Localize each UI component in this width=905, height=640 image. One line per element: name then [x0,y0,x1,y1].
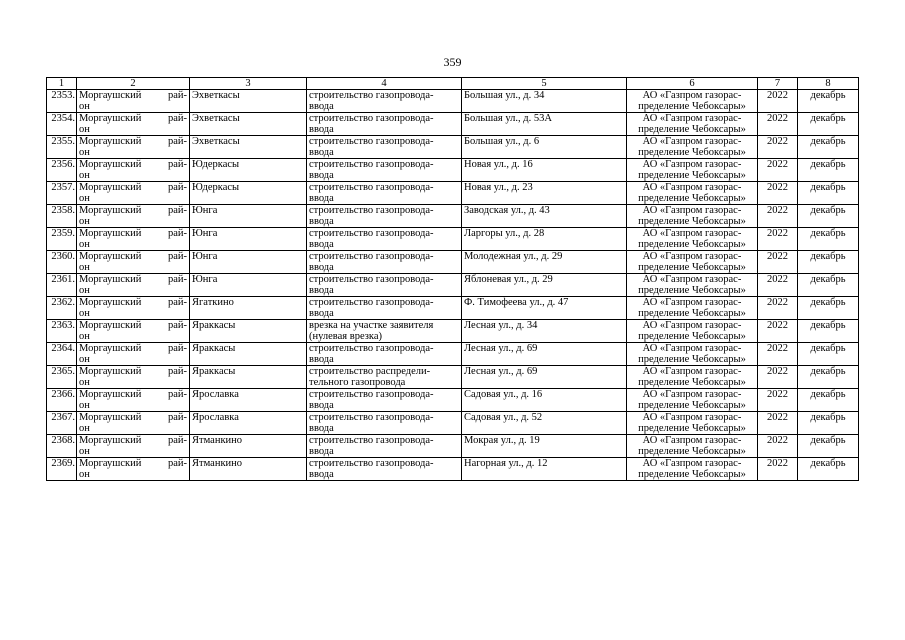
district-name: Моргаушский [79,366,142,377]
work-cell [307,320,462,343]
year-cell: 2022 [758,113,798,136]
organization-line-1: АО «Газпром газорас- [642,343,742,354]
work-line-1: строительство газопровода- [309,182,434,193]
locality-cell: Юнга [190,274,307,297]
month-cell: декабрь [798,274,859,297]
row-number: 2355. [47,136,77,159]
address-cell: Лесная ул., д. 34 [462,320,627,343]
month-cell: декабрь [798,251,859,274]
month-cell: декабрь [798,412,859,435]
address-cell: Заводская ул., д. 43 [462,205,627,228]
work-cell [307,136,462,159]
work-line-2: ввода [309,469,334,480]
organization-line-1: АО «Газпром газорас- [642,458,742,469]
district-cell [77,320,190,343]
locality-cell: Ягаткино [190,297,307,320]
organization-line-2: пределение Чебоксары» [638,446,746,457]
district-hyphen-part: рай- [167,435,187,446]
gasification-table [46,77,859,481]
organization-line-2: пределение Чебоксары» [638,124,746,135]
address-cell: Новая ул., д. 16 [462,159,627,182]
table-row [47,205,859,228]
district-cell [77,343,190,366]
organization-line-2: пределение Чебоксары» [638,469,746,480]
district-name: Моргаушский [79,136,142,147]
work-cell [307,228,462,251]
row-number: 2362. [47,297,77,320]
year-cell: 2022 [758,228,798,251]
organization-cell [627,366,758,389]
work-line-2: ввода [309,124,334,135]
locality-cell: Ярославка [190,412,307,435]
table-row [47,251,859,274]
row-number: 2358. [47,205,77,228]
table-row [47,136,859,159]
district-cell [77,274,190,297]
column-header: 5 [462,78,627,90]
month-cell: декабрь [798,389,859,412]
district-continuation: он [79,377,90,388]
organization-line-1: АО «Газпром газорас- [642,389,742,400]
district-hyphen-part: рай- [167,274,187,285]
district-hyphen-part: рай- [167,182,187,193]
work-line-2: тельного газопровода [309,377,406,388]
organization-line-2: пределение Чебоксары» [638,239,746,250]
organization-line-1: АО «Газпром газорас- [642,182,742,193]
organization-cell [627,320,758,343]
district-cell [77,159,190,182]
table-row [47,90,859,113]
column-header: 2 [77,78,190,90]
work-line-2: ввода [309,446,334,457]
district-hyphen-part: рай- [167,228,187,239]
district-name: Моргаушский [79,251,142,262]
table-row [47,343,859,366]
district-name: Моргаушский [79,343,142,354]
month-cell: декабрь [798,159,859,182]
work-line-1: строительство газопровода- [309,228,434,239]
organization-cell [627,159,758,182]
locality-cell: Юнга [190,228,307,251]
year-cell: 2022 [758,343,798,366]
district-cell [77,458,190,481]
organization-cell [627,182,758,205]
district-name: Моргаушский [79,228,142,239]
locality-cell: Эхветкасы [190,136,307,159]
work-cell [307,458,462,481]
district-name: Моргаушский [79,297,142,308]
work-cell [307,366,462,389]
organization-line-1: АО «Газпром газорас- [642,136,742,147]
district-hyphen-part: рай- [167,136,187,147]
row-number: 2354. [47,113,77,136]
district-continuation: он [79,101,90,112]
organization-cell [627,205,758,228]
organization-cell [627,228,758,251]
organization-line-2: пределение Чебоксары» [638,193,746,204]
district-hyphen-part: рай- [167,320,187,331]
district-cell [77,435,190,458]
work-cell [307,90,462,113]
district-continuation: он [79,400,90,411]
organization-cell [627,435,758,458]
locality-cell: Эхветкасы [190,90,307,113]
table-row [47,320,859,343]
work-cell [307,274,462,297]
work-cell [307,389,462,412]
row-number: 2364. [47,343,77,366]
work-cell [307,297,462,320]
locality-cell: Юнга [190,205,307,228]
table-row [47,366,859,389]
work-line-2: ввода [309,193,334,204]
work-line-1: строительство газопровода- [309,113,434,124]
district-cell [77,90,190,113]
column-header: 8 [798,78,859,90]
row-number: 2365. [47,366,77,389]
district-continuation: он [79,147,90,158]
address-cell: Лесная ул., д. 69 [462,366,627,389]
organization-line-2: пределение Чебоксары» [638,285,746,296]
month-cell: декабрь [798,343,859,366]
column-header-row [47,78,859,90]
address-cell: Большая ул., д. 53А [462,113,627,136]
district-hyphen-part: рай- [167,113,187,124]
district-cell [77,297,190,320]
district-cell [77,251,190,274]
row-number: 2367. [47,412,77,435]
year-cell: 2022 [758,366,798,389]
district-name: Моргаушский [79,320,142,331]
organization-line-2: пределение Чебоксары» [638,262,746,273]
work-line-1: строительство газопровода- [309,297,434,308]
organization-line-2: пределение Чебоксары» [638,216,746,227]
district-hyphen-part: рай- [167,458,187,469]
row-number: 2360. [47,251,77,274]
district-continuation: он [79,354,90,365]
year-cell: 2022 [758,251,798,274]
column-header: 4 [307,78,462,90]
organization-line-1: АО «Газпром газорас- [642,159,742,170]
district-continuation: он [79,423,90,434]
district-name: Моргаушский [79,435,142,446]
work-line-1: врезка на участке заявителя [309,320,434,331]
work-line-1: строительство газопровода- [309,274,434,285]
month-cell: декабрь [798,297,859,320]
district-name: Моргаушский [79,113,142,124]
organization-cell [627,113,758,136]
column-header: 1 [47,78,77,90]
work-line-2: ввода [309,308,334,319]
organization-cell [627,412,758,435]
district-continuation: он [79,262,90,273]
district-name: Моргаушский [79,90,142,101]
row-number: 2368. [47,435,77,458]
district-hyphen-part: рай- [167,90,187,101]
month-cell: декабрь [798,136,859,159]
row-number: 2366. [47,389,77,412]
address-cell: Нагорная ул., д. 12 [462,458,627,481]
organization-line-2: пределение Чебоксары» [638,377,746,388]
organization-cell [627,90,758,113]
work-line-1: строительство газопровода- [309,389,434,400]
work-line-1: строительство газопровода- [309,412,434,423]
organization-line-1: АО «Газпром газорас- [642,297,742,308]
locality-cell: Юдеркасы [190,182,307,205]
year-cell: 2022 [758,90,798,113]
district-continuation: он [79,469,90,480]
work-line-1: строительство газопровода- [309,90,434,101]
district-hyphen-part: рай- [167,251,187,262]
locality-cell: Эхветкасы [190,113,307,136]
organization-line-1: АО «Газпром газорас- [642,435,742,446]
work-line-2: ввода [309,354,334,365]
row-number: 2369. [47,458,77,481]
district-cell [77,412,190,435]
address-cell: Большая ул., д. 34 [462,90,627,113]
locality-cell: Яраккасы [190,320,307,343]
organization-cell [627,389,758,412]
district-continuation: он [79,446,90,457]
organization-line-2: пределение Чебоксары» [638,147,746,158]
work-line-1: строительство распредели- [309,366,431,377]
organization-line-1: АО «Газпром газорас- [642,228,742,239]
district-continuation: он [79,331,90,342]
work-cell [307,205,462,228]
year-cell: 2022 [758,274,798,297]
table-row [47,274,859,297]
organization-line-1: АО «Газпром газорас- [642,205,742,216]
work-cell [307,435,462,458]
organization-line-1: АО «Газпром газорас- [642,274,742,285]
address-cell: Молодежная ул., д. 29 [462,251,627,274]
table-row [47,458,859,481]
work-line-1: строительство газопровода- [309,343,434,354]
district-hyphen-part: рай- [167,366,187,377]
address-cell: Яблоневая ул., д. 29 [462,274,627,297]
month-cell: декабрь [798,228,859,251]
work-line-2: ввода [309,239,334,250]
locality-cell: Ятманкино [190,458,307,481]
district-continuation: он [79,285,90,296]
district-name: Моргаушский [79,205,142,216]
organization-line-2: пределение Чебоксары» [638,308,746,319]
district-hyphen-part: рай- [167,389,187,400]
month-cell: декабрь [798,205,859,228]
table-row [47,297,859,320]
locality-cell: Яраккасы [190,343,307,366]
row-number: 2361. [47,274,77,297]
column-header: 3 [190,78,307,90]
work-line-1: строительство газопровода- [309,205,434,216]
month-cell: декабрь [798,90,859,113]
district-hyphen-part: рай- [167,412,187,423]
district-cell [77,366,190,389]
table-row [47,389,859,412]
address-cell: Садовая ул., д. 16 [462,389,627,412]
year-cell: 2022 [758,320,798,343]
organization-cell [627,343,758,366]
work-line-2: ввода [309,285,334,296]
district-continuation: он [79,124,90,135]
year-cell: 2022 [758,412,798,435]
year-cell: 2022 [758,458,798,481]
district-name: Моргаушский [79,389,142,400]
work-line-2: ввода [309,147,334,158]
address-cell: Лесная ул., д. 69 [462,343,627,366]
organization-line-2: пределение Чебоксары» [638,400,746,411]
work-line-1: строительство газопровода- [309,251,434,262]
organization-line-2: пределение Чебоксары» [638,423,746,434]
district-name: Моргаушский [79,182,142,193]
organization-line-1: АО «Газпром газорас- [642,90,742,101]
organization-line-1: АО «Газпром газорас- [642,366,742,377]
address-cell: Ф. Тимофеева ул., д. 47 [462,297,627,320]
month-cell: декабрь [798,366,859,389]
district-hyphen-part: рай- [167,343,187,354]
district-continuation: он [79,170,90,181]
page-number: 359 [443,55,462,69]
work-line-2: ввода [309,400,334,411]
district-name: Моргаушский [79,458,142,469]
district-hyphen-part: рай- [167,297,187,308]
work-line-1: строительство газопровода- [309,136,434,147]
organization-line-2: пределение Чебоксары» [638,170,746,181]
district-cell [77,228,190,251]
work-line-2: ввода [309,423,334,434]
row-number: 2356. [47,159,77,182]
organization-line-2: пределение Чебоксары» [638,331,746,342]
locality-cell: Яраккасы [190,366,307,389]
work-line-2: (нулевая врезка) [309,331,382,342]
table-row [47,182,859,205]
address-cell: Ларгоры ул., д. 28 [462,228,627,251]
row-number: 2363. [47,320,77,343]
table-row [47,412,859,435]
organization-cell [627,458,758,481]
table-row [47,435,859,458]
year-cell: 2022 [758,159,798,182]
year-cell: 2022 [758,205,798,228]
work-line-2: ввода [309,262,334,273]
organization-line-2: пределение Чебоксары» [638,101,746,112]
work-cell [307,251,462,274]
organization-line-1: АО «Газпром газорас- [642,251,742,262]
district-cell [77,182,190,205]
district-name: Моргаушский [79,159,142,170]
month-cell: декабрь [798,182,859,205]
work-line-2: ввода [309,101,334,112]
table-row [47,113,859,136]
work-cell [307,343,462,366]
organization-cell [627,274,758,297]
organization-line-1: АО «Газпром газорас- [642,412,742,423]
district-hyphen-part: рай- [167,159,187,170]
year-cell: 2022 [758,182,798,205]
row-number: 2359. [47,228,77,251]
locality-cell: Юдеркасы [190,159,307,182]
work-cell [307,182,462,205]
row-number: 2357. [47,182,77,205]
month-cell: декабрь [798,113,859,136]
district-cell [77,205,190,228]
address-cell: Мокрая ул., д. 19 [462,435,627,458]
address-cell: Новая ул., д. 23 [462,182,627,205]
year-cell: 2022 [758,297,798,320]
district-name: Моргаушский [79,274,142,285]
address-cell: Большая ул., д. 6 [462,136,627,159]
work-line-1: строительство газопровода- [309,159,434,170]
year-cell: 2022 [758,435,798,458]
column-header: 6 [627,78,758,90]
work-line-1: строительство газопровода- [309,458,434,469]
work-line-1: строительство газопровода- [309,435,434,446]
district-continuation: он [79,193,90,204]
month-cell: декабрь [798,435,859,458]
organization-cell [627,297,758,320]
row-number: 2353. [47,90,77,113]
work-cell [307,412,462,435]
district-name: Моргаушский [79,412,142,423]
work-cell [307,159,462,182]
district-hyphen-part: рай- [167,205,187,216]
address-cell: Садовая ул., д. 52 [462,412,627,435]
organization-line-1: АО «Газпром газорас- [642,320,742,331]
column-header: 7 [758,78,798,90]
district-continuation: он [79,239,90,250]
district-cell [77,389,190,412]
work-line-2: ввода [309,170,334,181]
locality-cell: Ярославка [190,389,307,412]
district-cell [77,113,190,136]
organization-cell [627,251,758,274]
table-row [47,159,859,182]
locality-cell: Ятманкино [190,435,307,458]
year-cell: 2022 [758,136,798,159]
district-cell [77,136,190,159]
district-continuation: он [79,308,90,319]
organization-cell [627,136,758,159]
year-cell: 2022 [758,389,798,412]
month-cell: декабрь [798,320,859,343]
district-continuation: он [79,216,90,227]
month-cell: декабрь [798,458,859,481]
organization-line-2: пределение Чебоксары» [638,354,746,365]
work-line-2: ввода [309,216,334,227]
table-row [47,228,859,251]
organization-line-1: АО «Газпром газорас- [642,113,742,124]
work-cell [307,113,462,136]
locality-cell: Юнга [190,251,307,274]
